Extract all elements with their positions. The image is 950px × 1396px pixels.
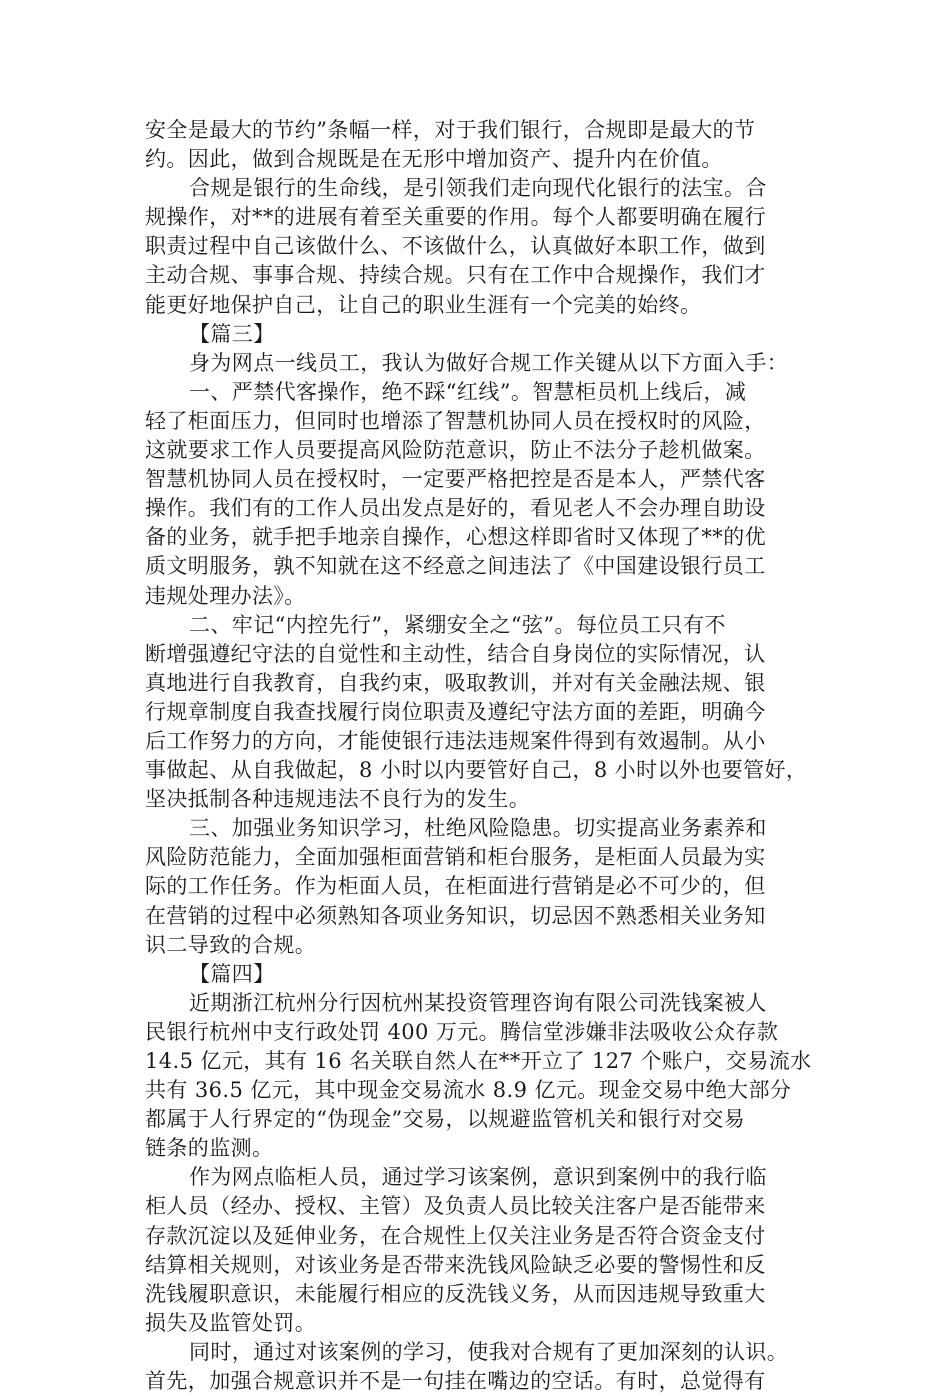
section-heading: 【篇三】 xyxy=(189,321,275,346)
text-line: 这就要求工作人员要提高风险防范意识，防止不法分子趁机做案。 xyxy=(145,438,766,463)
text-line: 质文明服务，孰不知就在这不经意之间违法了《中国建设银行员工 xyxy=(145,554,766,579)
text-line: 断增强遵纪守法的自觉性和主动性，结合自身岗位的实际情况，认 xyxy=(145,641,766,666)
text-line: 后工作努力的方向，才能使银行违法违规案件得到有效遏制。从小 xyxy=(145,728,766,753)
text-line: 在营销的过程中必须熟知各项业务知识，切忌因不熟悉相关业务知 xyxy=(145,903,766,928)
text-line: 行规章制度自我查找履行岗位职责及遵纪守法方面的差距，明确今 xyxy=(145,699,766,724)
text-line: 柜人员（经办、授权、主管）及负责人员比较关注客户是否能带来 xyxy=(145,1194,766,1219)
text-line: 真地进行自我教育，自我约束，吸取教训，并对有关金融法规、银 xyxy=(145,670,766,695)
text-line: 身为网点一线员工，我认为做好合规工作关键从以下方面入手： xyxy=(189,350,789,375)
text-line: 智慧机协同人员在授权时，一定要严格把控是否是本人，严禁代客 xyxy=(145,467,766,492)
text-line: 都属于人行界定的“伪现金”交易，以规避监管机关和银行对交易 xyxy=(145,1107,746,1132)
text-line: 三、加强业务知识学习，杜绝风险隐患。切实提高业务素养和 xyxy=(189,816,767,841)
text-line: 14.5 亿元，其有 16 名关联自然人在**开立了 127 个账户，交易流水 xyxy=(145,1049,812,1073)
text-line: 际的工作任务。作为柜面人员，在柜面进行营销是必不可少的，但 xyxy=(145,874,766,899)
text-line: 链条的监测。 xyxy=(145,1136,274,1161)
text-line: 轻了柜面压力，但同时也增添了智慧机协同人员在授权时的风险， xyxy=(145,408,766,433)
text-line: 识二导致的合规。 xyxy=(145,932,317,957)
text-line: 同时，通过对该案例的学习，使我对合规有了更加深刻的认识。 xyxy=(189,1339,789,1364)
text-line: 首先，加强合规意识并不是一句挂在嘴边的空话。有时，总觉得有 xyxy=(145,1369,766,1394)
text-line: 坚决抵制各种违规违法不良行为的发生。 xyxy=(145,787,531,812)
text-line: 操作。我们有的工作人员出发点是好的，看见老人不会办理自助设 xyxy=(145,496,766,521)
text-line: 一、严禁代客操作，绝不踩“红线”。智慧柜员机上线后，减 xyxy=(189,379,747,404)
text-line: 能更好地保护自己，让自己的职业生涯有一个完美的始终。 xyxy=(145,292,702,317)
text-line: 合规是银行的生命线，是引领我们走向现代化银行的法宝。合 xyxy=(189,176,767,201)
text-line: 近期浙江杭州分行因杭州某投资管理咨询有限公司洗钱案被人 xyxy=(189,990,767,1015)
text-line: 二、牢记“内控先行”，紧绷安全之“弦”。每位员工只有不 xyxy=(189,612,726,637)
text-line: 规操作，对**的进展有着至关重要的作用。每个人都要明确在履行 xyxy=(145,205,766,230)
text-line: 作为网点临柜人员，通过学习该案例，意识到案例中的我行临 xyxy=(189,1165,767,1190)
text-line: 主动合规、事事合规、持续合规。只有在工作中合规操作，我们才 xyxy=(145,263,766,288)
text-line: 备的业务，就手把手地亲自操作，心想这样即省时又体现了**的优 xyxy=(145,525,766,550)
text-line: 事做起、从自我做起，8 小时以内要管好自己，8 小时以外也要管好， xyxy=(145,758,808,783)
text-line: 风险防范能力，全面加强柜面营销和柜台服务，是柜面人员最为实 xyxy=(145,845,766,870)
text-line: 洗钱履职意识，未能履行相应的反洗钱义务，从而因违规导致重大 xyxy=(145,1281,766,1306)
text-line: 民银行杭州中支行政处罚 400 万元。腾信堂涉嫌非法吸收公众存款 xyxy=(145,1019,779,1044)
document-body xyxy=(145,116,835,1396)
text-line: 损失及监管处罚。 xyxy=(145,1310,317,1335)
text-line: 安全是最大的节约”条幅一样，对于我们银行，合规即是最大的节 xyxy=(145,118,756,142)
text-line: 存款沉淀以及延伸业务，在合规性上仅关注业务是否符合资金支付 xyxy=(145,1223,766,1248)
text-line: 约。因此，做到合规既是在无形中增加资产、提升内在价值。 xyxy=(145,147,723,172)
section-heading: 【篇四】 xyxy=(189,961,275,986)
text-line: 职责过程中自己该做什么、不该做什么，认真做好本职工作，做到 xyxy=(145,234,766,259)
text-line: 违规处理办法》。 xyxy=(145,583,306,608)
text-line: 共有 36.5 亿元，其中现金交易流水 8.9 亿元。现金交易中绝大部分 xyxy=(145,1078,792,1103)
text-line: 结算相关规则，对该业务是否带来洗钱风险缺乏必要的警惕性和反 xyxy=(145,1252,766,1277)
